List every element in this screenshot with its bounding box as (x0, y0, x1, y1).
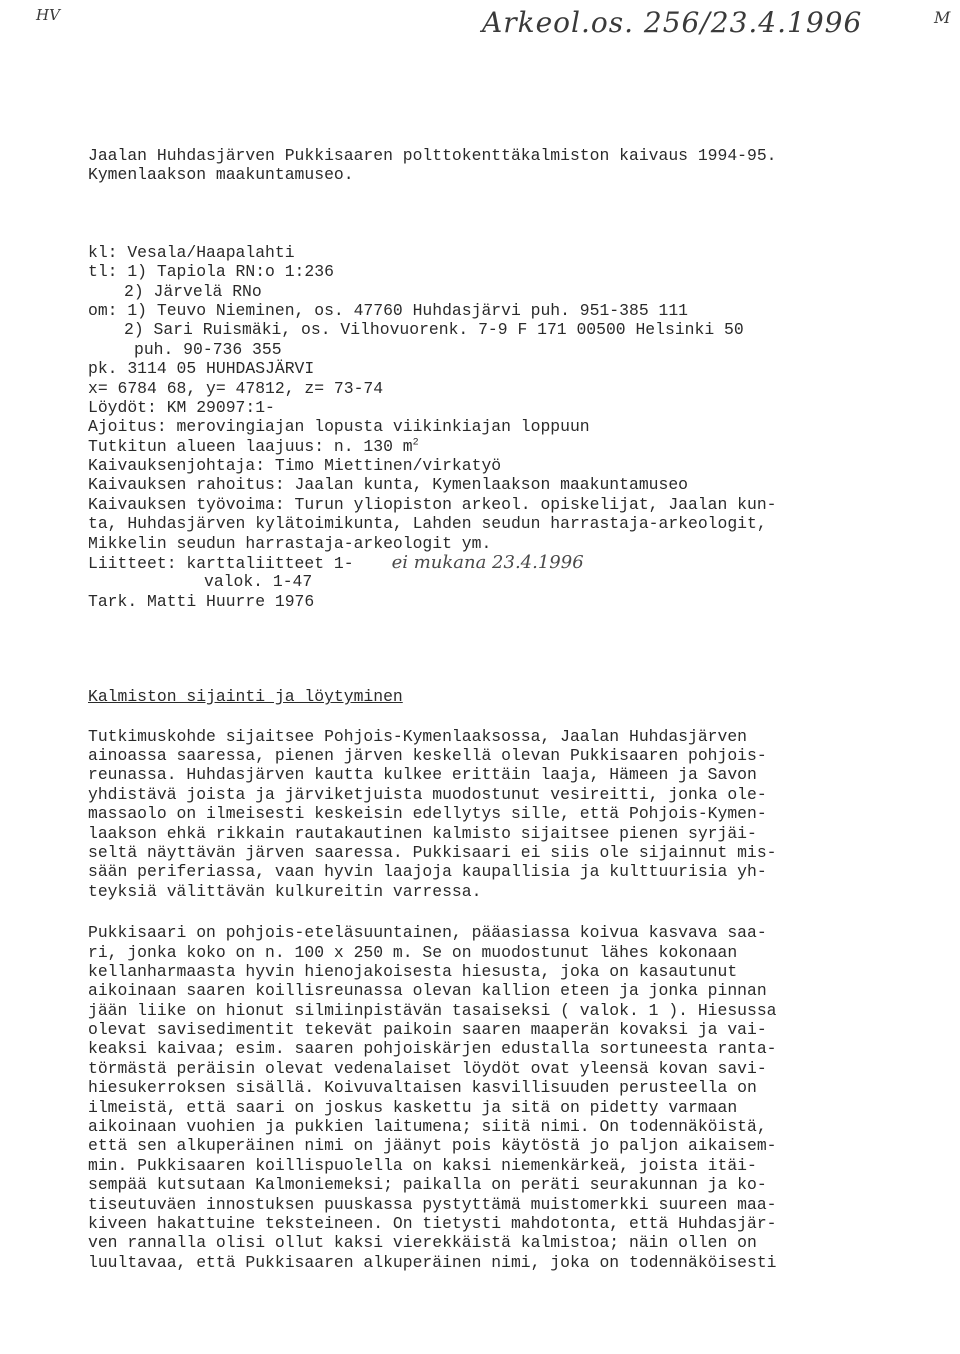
meta-tark: Tark. Matti Huurre 1976 (88, 591, 315, 611)
handwritten-archive-mark: Arkeol.os. 256/23.4.1996 (482, 6, 863, 39)
meta-liitteet (88, 553, 918, 572)
paragraph-2-line: Pukkisaari on pohjois-eteläsuuntainen, pääasiassa koivua kasvava saa- (88, 923, 767, 943)
paragraph-2-line: hiesukerroksen sisällä. Koivuvaltaisen kasvillisuuden perusteella on (88, 1078, 757, 1098)
paragraph-1-line: laakson ehkä rikkain rautakautinen kalmisto sijaitsee pienen syrjäi- (88, 823, 757, 843)
meta-om-2: 2) Sari Ruismäki, os. Vilhovuorenk. 7-9 F 171 00500 Helsinki 50 (124, 320, 744, 340)
paragraph-2-line: aikoinaan vuohien ja pukkien laitumena; siitä nimi. On todennäköistä, (88, 1117, 767, 1137)
paragraph-1-line: sään periferiassa, vaan hyvin laajoja kaupallisia ja kulttuurisia yh- (88, 862, 767, 882)
paragraph-1-line: yhdistävä joista ja järviketjuista muodostunut vesireitti, jonka ole- (88, 784, 767, 804)
meta-johtaja: Kaivauksenjohtaja: Timo Miettinen/virkatyö (88, 456, 502, 476)
meta-alue (88, 437, 918, 456)
paragraph-1-line: teyksiä välittävän kulkureitin varressa. (88, 881, 482, 901)
paragraph-2-line: jään liike on hionut silmiinpistävän tasaiseksi ( valok. 1 ). Hiesussa (88, 1000, 777, 1020)
meta-tl-1: tl: 1) Tapiola RN:o 1:236 (88, 262, 334, 282)
meta-tyovoima-3: Mikkelin seudun harrastaja-arkeologit ym. (88, 533, 492, 553)
section-heading: Kalmiston sijainti ja löytyminen (88, 687, 403, 707)
meta-ajoitus: Ajoitus: merovingiajan lopusta viikinkiajan loppuun (88, 417, 590, 437)
meta-om-3: puh. 90-736 355 (134, 339, 282, 359)
meta-tl-2: 2) Järvelä RNo (124, 281, 262, 301)
paragraph-2-line: sempää kutsutaan Kalmoniemeksi; paikalla on peräti seurakunnan ja ko- (88, 1175, 767, 1195)
paragraph-2-line: min. Pukkisaaren koillispuolella on kaksi niemenkärkeä, joista itäi- (88, 1155, 757, 1175)
handwritten-liitteet-note: ei mukana 23.4.1996 (391, 552, 584, 574)
paragraph-1-line: massaolo on ilmeisesti keskeisin edellytys sille, että Pohjois-Kymen- (88, 804, 767, 824)
meta-loydot: Löydöt: KM 29097:1- (88, 397, 275, 417)
paragraph-1-line: seltä näyttävän järven saaressa. Pukkisaari ei siis ole sijainnut mis- (88, 842, 777, 862)
meta-coordinates: x= 6784 68, y= 47812, z= 73-74 (88, 378, 384, 398)
meta-valok: valok. 1-47 (204, 572, 313, 592)
paragraph-2-line: aikoinaan saaren koillisreunassa olevan kallion eteen ja jonka pinnan (88, 981, 767, 1001)
paragraph-2-line: keaksi kaivaa; esim. saaren pohjoiskärjen edustalla sortuneesta ranta- (88, 1039, 777, 1059)
paragraph-2-line: että sen alkuperäinen nimi on jäänyt pois käytöstä jo paljon aikaisem- (88, 1136, 777, 1156)
paragraph-2-line: ven rannalla olisi ollut kaksi vierekkäistä kalmistoa; näin ollen on (88, 1233, 757, 1253)
paragraph-2-line: kellanharmaasta hyvin hienojakoisesta hiesusta, joka on kasautunut (88, 961, 738, 981)
meta-tyovoima-2: ta, Huhdasjärven kylätoimikunta, Lahden seudun harrastaja-arkeologit, (88, 514, 767, 534)
meta-tyovoima-1: Kaivauksen työvoima: Turun yliopiston arkeol. opiskelijat, Jaalan kun- (88, 494, 777, 514)
paragraph-2-line: ilmeistä, että saari on joskus kaskettu ja sitä on pidetty varmaan (88, 1097, 738, 1117)
meta-alue-sup: 2 (412, 437, 419, 449)
paragraph-2-line: ri, jonka koko on n. 100 x 250 m. Se on muodostunut lähes kokonaan (88, 942, 738, 962)
document-body (88, 146, 918, 1272)
paragraph-1-line: reunassa. Huhdasjärven kautta kulkee erittäin laaja, Hämeen ja Savon (88, 765, 757, 785)
document-title: Jaalan Huhdasjärven Pukkisaaren polttokenttäkalmiston kaivaus 1994-95. (88, 146, 777, 165)
paragraph-2-line: tiseutuväen innostuksen puuskassa pystyttämä muistomerkki suureen maa- (88, 1194, 777, 1214)
paragraph-2-line: olevat savisedimentit tekevät paikoin saaren maaperän kovaksi ja vai- (88, 1020, 767, 1040)
handwritten-corner-mark: M (934, 8, 951, 27)
meta-pk: pk. 3114 05 HUHDASJÄRVI (88, 359, 315, 379)
handwritten-initials: HV (36, 6, 60, 24)
paragraph-2-line: kiveen hakattuine teksteineen. On tietysti mahdotonta, että Huhdasjär- (88, 1213, 777, 1233)
meta-alue-text: Tutkitun alueen laajuus: n. 130 m (88, 436, 413, 456)
document-subtitle: Kymenlaakson maakuntamuseo. (88, 165, 354, 185)
meta-rahoitus: Kaivauksen rahoitus: Jaalan kunta, Kymenlaakson maakuntamuseo (88, 475, 688, 495)
paragraph-2-line: luultavaa, että Pukkisaaren alkuperäinen nimi, joka on todennäköisesti (88, 1252, 777, 1272)
meta-liitteet-text: Liitteet: karttaliitteet 1- (88, 554, 354, 574)
paragraph-2-line: törmästä peräisin olevat vedenalaiset löydöt ovat yleensä kovan savi- (88, 1058, 767, 1078)
meta-om-1: om: 1) Teuvo Nieminen, os. 47760 Huhdasjärvi puh. 951-385 111 (88, 300, 688, 320)
meta-kl: kl: Vesala/Haapalahti (88, 242, 295, 262)
paragraph-1-line: ainoassa saaressa, pienen järven keskellä olevan Pukkisaaren pohjois- (88, 745, 767, 765)
paragraph-1-line: Tutkimuskohde sijaitsee Pohjois-Kymenlaaksossa, Jaalan Huhdasjärven (88, 726, 748, 746)
